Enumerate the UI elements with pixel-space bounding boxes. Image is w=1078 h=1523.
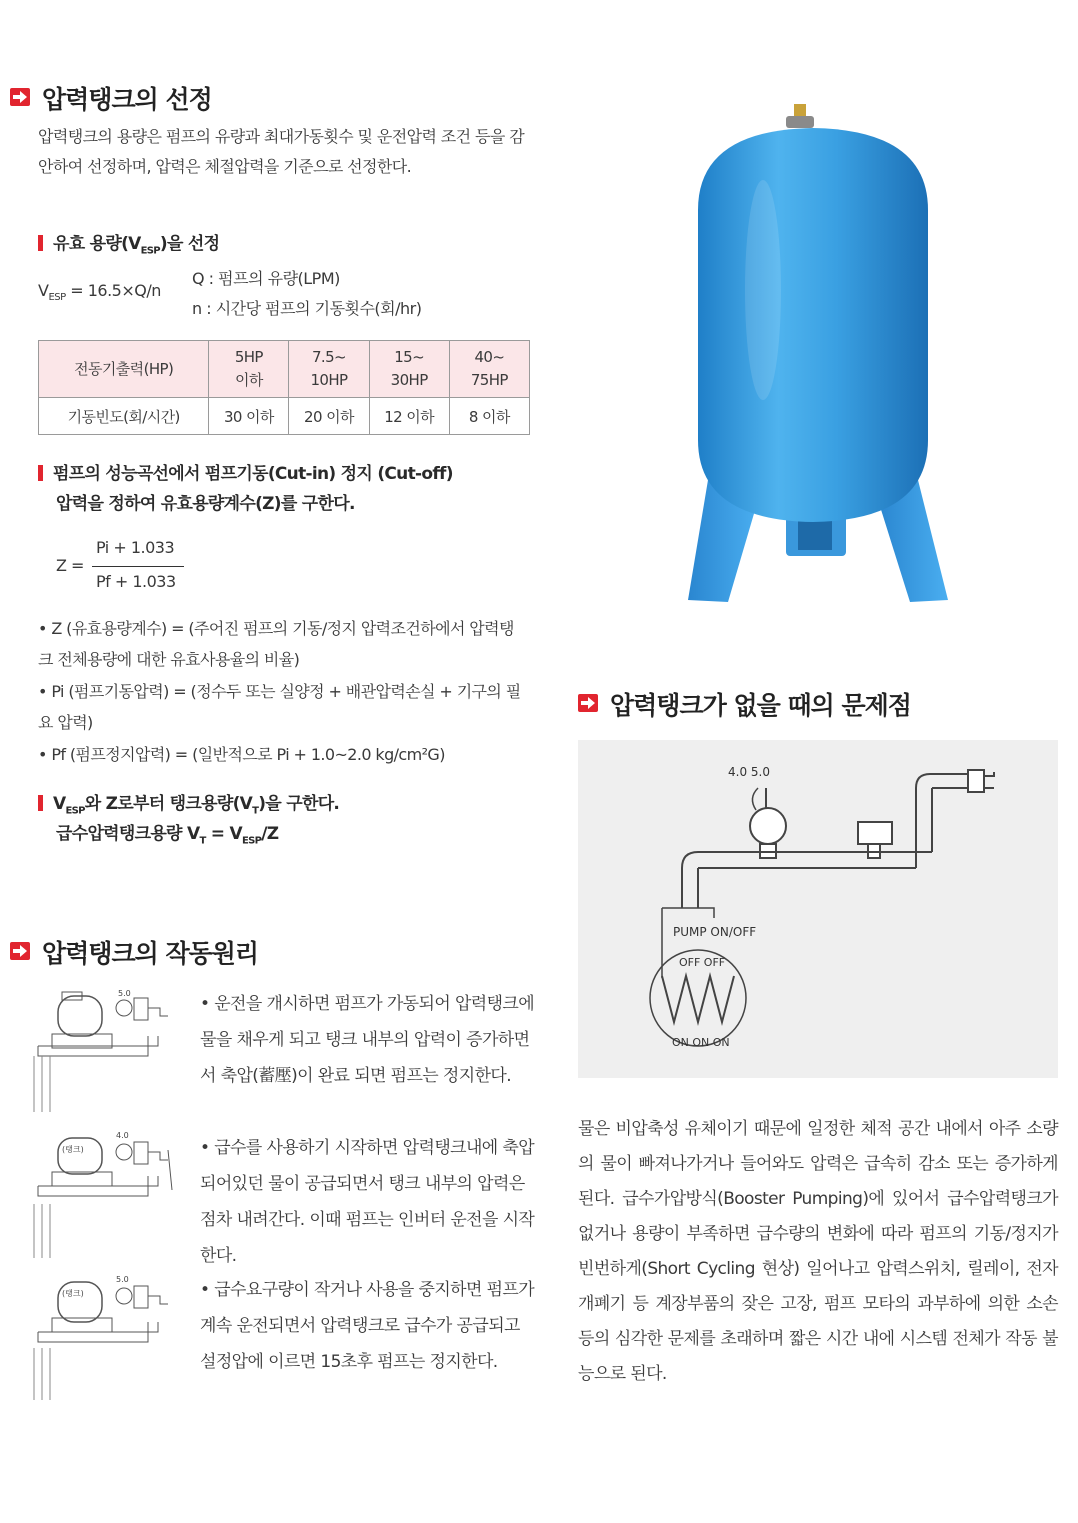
red-bar-icon bbox=[38, 235, 43, 251]
principle-diagram-1 bbox=[28, 986, 188, 1114]
selection-intro: 압력탱크의 용량은 펌프의 유량과 최대가동횟수 및 운전압력 조건 등을 감안하여 선정하며, 압력은 체절압력을 기준으로 선정한다. bbox=[38, 127, 525, 176]
svg-text:(탱크): (탱크) bbox=[62, 1145, 84, 1154]
fraction-line bbox=[92, 566, 184, 567]
red-bar-icon bbox=[38, 795, 43, 811]
svg-text:5.0: 5.0 bbox=[116, 1275, 129, 1284]
table-cell: 기동빈도(회/시간) bbox=[39, 398, 209, 435]
table-header-cell: 15~ 30HP bbox=[369, 341, 449, 398]
section-title-problems: 압력탱크가 없을 때의 문제점 bbox=[610, 691, 911, 720]
svg-text:OFF OFF: OFF OFF bbox=[679, 956, 726, 969]
z-numerator: Pi + 1.033 bbox=[96, 538, 175, 557]
svg-text:PUMP ON/OFF: PUMP ON/OFF bbox=[673, 925, 757, 939]
svg-text:4.0 5.0: 4.0 5.0 bbox=[728, 765, 770, 779]
table-cell: 30 이하 bbox=[209, 398, 289, 435]
table-cell: 12 이하 bbox=[369, 398, 449, 435]
table-row bbox=[39, 341, 530, 398]
problems-body: 물은 비압축성 유체이기 때문에 일정한 체적 공간 내에서 아주 소량의 물이 빠져나가거나 들어와도 압력은 급속히 감소 또는 증가하게 된다. 급수가압방식(Booster Pumping)에 있어서 급수압력탱크가 없거나 용량이 부족하면 급수량의 변화에 따라 펌프의 기동/정지가 빈번하게(Short Cycling 현상) 일어나고 압력스위치, 릴레이, 전자개폐기 등 계장부품의 잦은 고장, 펌프 모타의 과부하에 의한 소손 등의 심각한 문제를 초래하며 짧은 시간 내에 시스템 전체가 작동 불능으로 된다. bbox=[578, 1119, 1058, 1384]
pressure-tank-image bbox=[678, 100, 958, 610]
red-bar-icon bbox=[38, 465, 43, 481]
bullet-z: • Z (유효용량계수) = (주어진 펌프의 기동/정지 압력조건하에서 압력탱크 전체용량에 대한 유효사용율의 비율) bbox=[38, 619, 514, 669]
arrow-icon bbox=[10, 942, 30, 960]
principle-step-1: • 운전을 개시하면 펌프가 가동되어 압력탱크에 물을 채우게 되고 탱크 내부의 압력이 증가하면서 축압(蓄壓)이 완료 되면 펌프는 정지한다. bbox=[200, 994, 535, 1086]
subheading-z-coefficient: 펌프의 성능곡선에서 펌프기동(Cut-in) 정지 (Cut-off) bbox=[38, 460, 453, 488]
table-header-cell: 5HP 이하 bbox=[209, 341, 289, 398]
table-row bbox=[39, 398, 530, 435]
svg-text:ON ON ON: ON ON ON bbox=[672, 1036, 730, 1049]
z-lhs: Z = bbox=[56, 556, 84, 575]
table-header-cell: 전동기출력(HP) bbox=[39, 341, 209, 398]
section-title-selection: 압력탱크의 선정 bbox=[42, 85, 212, 114]
arrow-icon bbox=[10, 88, 30, 106]
bullet-pf: • Pf (펌프정지압력) = (일반적으로 Pi + 1.0~2.0 kg/cm²G) bbox=[38, 745, 445, 764]
motor-frequency-table bbox=[38, 340, 530, 435]
section-title-principle: 압력탱크의 작동원리 bbox=[42, 939, 259, 968]
principle-diagram-2 bbox=[28, 1130, 188, 1260]
subheading-tank-volume: $V_{ESP}$와 Z로부터 탱크용량$(V_T)$을 구한다. bbox=[38, 790, 339, 825]
table-header-cell: 40~ 75HP bbox=[449, 341, 529, 398]
subheading-z-coefficient-line2: 압력을 정하여 유효용량계수(Z)를 구한다. bbox=[56, 494, 355, 514]
table-cell: 20 이하 bbox=[289, 398, 369, 435]
tank-volume-formula: 급수압력탱크용량 $V_T = V_{ESP}/Z$ bbox=[56, 824, 279, 847]
z-denominator: Pf + 1.033 bbox=[96, 572, 176, 591]
bullet-pi: • Pi (펌프기동압력) = (정수두 또는 실양정 + 배관압력손실 + 기구의 필요 압력) bbox=[38, 682, 521, 732]
principle-diagram-3 bbox=[28, 1272, 188, 1402]
table-cell: 8 이하 bbox=[449, 398, 529, 435]
subheading-effective-volume: 유효 용량$(V_{ESP})$을 선정 bbox=[38, 230, 219, 265]
svg-text:(탱크): (탱크) bbox=[62, 1289, 84, 1298]
q-definition: Q : 펌프의 유량(LPM) bbox=[192, 269, 340, 288]
svg-text:4.0: 4.0 bbox=[116, 1131, 129, 1140]
arrow-icon bbox=[578, 694, 598, 712]
principle-step-3: • 급수요구량이 작거나 사용을 중지하면 펌프가 계속 운전되면서 압력탱크로 급수가 공급되고 설정압에 이르면 15초후 펌프는 정지한다. bbox=[200, 1280, 535, 1372]
formula-vesp: $V_{ESP} = 16.5\times Q/n$ bbox=[38, 281, 161, 304]
principle-step-2: • 급수를 사용하기 시작하면 압력탱크내에 축압되어있던 물이 공급되면서 탱크 내부의 압력은 점차 내려간다. 이때 펌프는 인버터 운전을 시작한다. bbox=[200, 1138, 535, 1266]
n-definition: n : 시간당 펌프의 기동횟수(회/hr) bbox=[192, 299, 422, 318]
table-header-cell: 7.5~ 10HP bbox=[289, 341, 369, 398]
svg-text:5.0: 5.0 bbox=[118, 989, 131, 998]
no-tank-diagram bbox=[578, 740, 1058, 1078]
